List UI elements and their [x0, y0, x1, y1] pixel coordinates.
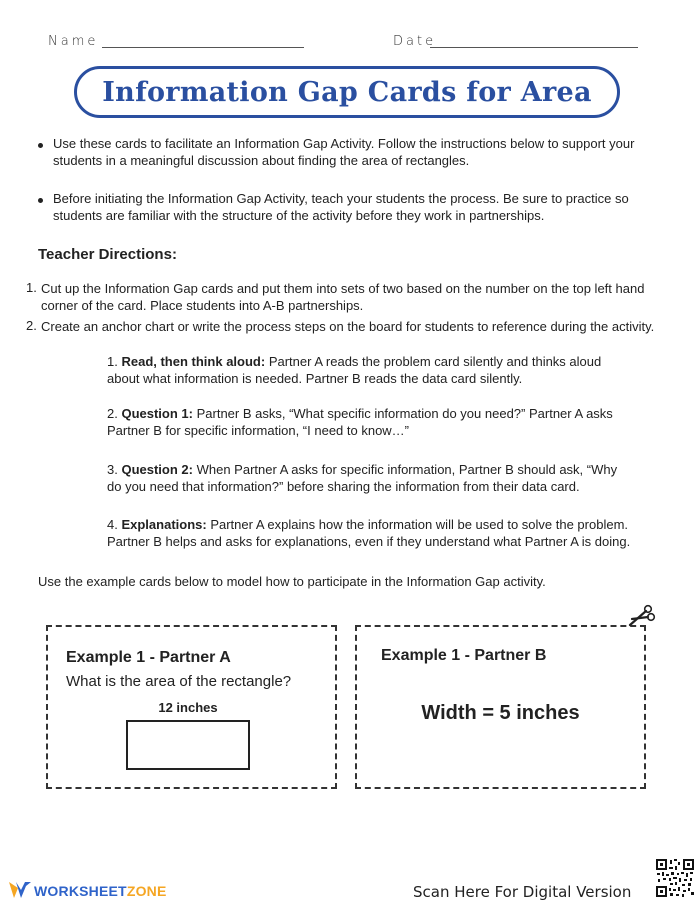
direction-number: 1.: [26, 280, 37, 295]
worksheetzone-logo-icon: [8, 880, 32, 900]
card-a-question: What is the area of the rectangle?: [66, 673, 292, 690]
direction-number: 2.: [26, 318, 37, 333]
intro-bullet-1: Use these cards to facilitate an Information Gap Activity. Follow the instructions below to support your students in a meaningful discussion about finding the area of rectangles.: [53, 136, 635, 168]
title-banner: [74, 66, 620, 118]
page-title: Information Gap Cards for Area: [102, 76, 592, 108]
qr-code-icon[interactable]: [655, 858, 695, 898]
worksheetzone-logo: WORKSHEETZONE: [34, 883, 167, 899]
directions-heading: Teacher Directions:: [38, 246, 177, 263]
example-card-partner-a: [46, 625, 337, 789]
bullet-dot: [38, 143, 43, 148]
direction-item-2: Create an anchor chart or write the process steps on the board for students to reference during the activity.: [41, 319, 655, 334]
process-step-3: 3. Question 2: When Partner A asks for specific information, Partner B should ask, “Why do you need that information?” before sharing the information from their data card.: [107, 462, 618, 494]
process-step-4: 4. Explanations: Partner A explains how the information will be used to solve the problem. Partner B helps and asks for explanations, even if they understand what Partner A is doing.: [107, 517, 631, 549]
intro-bullet-2: Before initiating the Information Gap Activity, teach your students the process. Be sure to practice so students are familiar with the structure of the activity before they work in partnerships.: [53, 191, 629, 223]
process-step-2: 2. Question 1: Partner B asks, “What specific information do you need?” Partner A asks Partner B for specific information, “I need to know…”: [107, 406, 613, 438]
name-line: [102, 47, 304, 48]
process-step-1: 1. Read, then think aloud: Partner A reads the problem card silently and thinks aloud about what information is needed. Partner B reads the data card silently.: [107, 354, 602, 386]
bullet-dot: [38, 198, 43, 203]
name-label: Name: [48, 34, 99, 49]
scissors-icon: [626, 603, 658, 629]
date-label: Date: [393, 34, 437, 49]
direction-item-1: Cut up the Information Gap cards and put them into sets of two based on the number on the top left hand corner of the card. Place students into A-B partnerships.: [41, 281, 645, 313]
example-card-partner-b: [355, 625, 646, 789]
card-a-title: Example 1 - Partner A: [66, 649, 231, 666]
scan-instructions: Scan Here For Digital Version: [413, 883, 632, 901]
card-b-data: Width = 5 inches: [421, 702, 580, 724]
rectangle-length-label: 12 inches: [158, 700, 218, 715]
rectangle-shape: [126, 720, 250, 770]
date-line: [430, 47, 638, 48]
card-b-title: Example 1 - Partner B: [381, 647, 547, 664]
example-intro: Use the example cards below to model how to participate in the Information Gap activity.: [38, 574, 546, 589]
